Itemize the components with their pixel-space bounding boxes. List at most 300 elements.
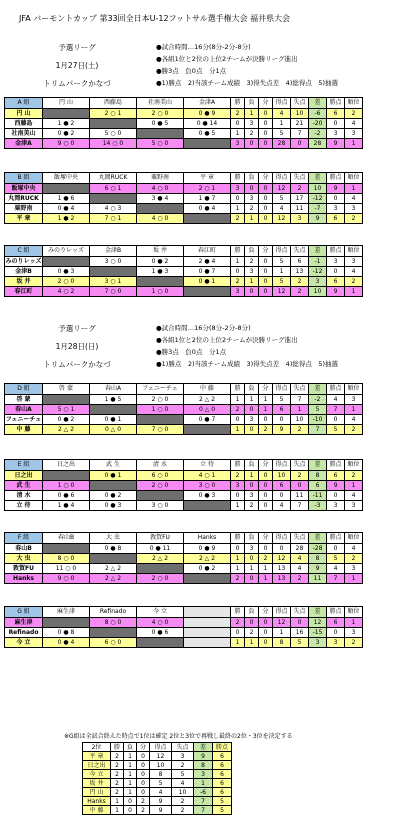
stat-lose: 0 — [245, 184, 259, 194]
stat-win: 0 — [231, 194, 245, 204]
team-name: 敦賀FU — [5, 564, 43, 574]
match-result: 0 ● 2 — [43, 129, 90, 139]
stat-rank: 4 — [345, 415, 363, 425]
stat-header-draw: 分 — [259, 384, 273, 395]
self-match-cell — [90, 405, 137, 415]
stat-header-draw: 分 — [259, 98, 273, 109]
summary-header: 2位 — [83, 743, 111, 752]
group-table-3 — [4, 245, 363, 297]
stat-pts: 0 — [327, 415, 345, 425]
stat-header-gf: 得点 — [273, 533, 291, 544]
stat-header-lose: 負 — [245, 98, 259, 109]
team-name: 西藤島 — [5, 119, 43, 129]
match-result: 2 ○ 1 — [184, 184, 231, 194]
summary-value: 4 — [150, 788, 172, 797]
stat-header-diff: 差 — [309, 384, 327, 395]
match-result: 4 ○ 0 — [137, 184, 184, 194]
match-result: 2 ○ 0 — [43, 277, 90, 287]
summary-team: 円 山 — [83, 788, 111, 797]
stat-diff: 10 — [309, 184, 327, 194]
stat-gf: 4 — [273, 501, 291, 511]
stat-lose: 0 — [245, 618, 259, 628]
stat-pts: 9 — [327, 139, 345, 149]
team-name: 平 章 — [5, 214, 43, 224]
match-result: 0 ● 9 — [184, 544, 231, 554]
self-match-cell — [43, 471, 90, 481]
stat-lose: 0 — [245, 139, 259, 149]
stat-header-diff: 差 — [309, 460, 327, 471]
stat-lose: 2 — [245, 129, 259, 139]
summary-value: 3 — [172, 752, 194, 761]
summary-value: 2 — [137, 806, 150, 815]
group-g-note: ※G組は全試合終えた時点で1位は確定 2位と3位で再戦し最終の2位・3位を決定する — [64, 733, 293, 740]
day1-venue: トリムパークかなづ — [43, 79, 111, 88]
stat-header-lose: 負 — [245, 607, 259, 618]
self-match-cell — [184, 214, 231, 224]
team-name: 金津B — [5, 267, 43, 277]
stat-pts: 6 — [327, 277, 345, 287]
stat-ga: 7 — [291, 395, 309, 405]
summary-value: 12 — [150, 752, 172, 761]
stat-lose: 3 — [245, 491, 259, 501]
stat-header-pts: 勝点 — [327, 607, 345, 618]
group-label: E 組 — [5, 460, 43, 471]
stat-win: 3 — [231, 139, 245, 149]
stat-lose: 0 — [245, 481, 259, 491]
stat-header-pts: 勝点 — [327, 384, 345, 395]
stat-pts: 0 — [327, 628, 345, 638]
stat-pts: 7 — [327, 405, 345, 415]
match-result: 4 ○ 3 — [90, 204, 137, 214]
team-row — [5, 554, 363, 564]
stat-header-lose: 負 — [245, 173, 259, 184]
summary-row — [83, 788, 232, 797]
day1-rule-1: ●試合時間…16分(8分-2分-8分) — [156, 43, 251, 51]
summary-team: 坂 井 — [83, 779, 111, 788]
stat-rank: 2 — [345, 277, 363, 287]
team-name: 日之出 — [5, 471, 43, 481]
match-result: 3 ○ 1 — [90, 277, 137, 287]
stat-header-pts: 勝点 — [327, 173, 345, 184]
summary-value: 9 — [150, 797, 172, 806]
stat-draw: 0 — [259, 119, 273, 129]
stat-ga: 4 — [291, 554, 309, 564]
match-result: 2 △ 2 — [43, 425, 90, 435]
summary-team: 今 立 — [83, 770, 111, 779]
match-result: 7 ○ 1 — [90, 214, 137, 224]
stat-gf: 10 — [273, 471, 291, 481]
summary-header: 失点 — [172, 743, 194, 752]
stat-pts: 6 — [327, 471, 345, 481]
day2-league: 予選リーグ — [58, 324, 96, 333]
self-match-cell — [43, 544, 90, 554]
match-result: 1 ○ 0 — [137, 405, 184, 415]
stat-diff: 11 — [309, 574, 327, 584]
summary-value: 0 — [137, 761, 150, 770]
stat-win: 0 — [231, 415, 245, 425]
stat-gf: 0 — [273, 415, 291, 425]
self-match-cell — [184, 501, 231, 511]
group-header-row — [5, 173, 363, 184]
summary-value: 4 — [172, 779, 194, 788]
day2-rule-3: ●勝3点 負0点 分1点 — [156, 348, 227, 356]
stat-win: 2 — [231, 214, 245, 224]
match-result: 6 ○ 0 — [137, 471, 184, 481]
summary-team: 中 藤 — [83, 806, 111, 815]
stat-gf: 13 — [273, 574, 291, 584]
stat-header-ga: 失点 — [291, 173, 309, 184]
stat-header-draw: 分 — [259, 173, 273, 184]
summary-value: 2 — [172, 806, 194, 815]
summary-value: 9 — [150, 806, 172, 815]
summary-value: 0 — [137, 788, 150, 797]
team-name: 円 山 — [5, 109, 43, 119]
group-table-2 — [4, 172, 363, 224]
self-match-cell — [43, 109, 90, 119]
self-match-cell — [43, 395, 90, 405]
stat-win: 2 — [231, 471, 245, 481]
day1-rule-2: ●各組1位と2位の上位2チームが決勝リーグ進出 — [156, 55, 298, 63]
team-row — [5, 415, 363, 425]
stat-header-rank: 順位 — [345, 384, 363, 395]
stat-ga: 0 — [291, 139, 309, 149]
stat-rank: 1 — [345, 287, 363, 297]
opponent-header: 武 生 — [90, 460, 137, 471]
summary-value: 1 — [124, 779, 137, 788]
match-result: 0 ● 2 — [137, 257, 184, 267]
stat-gf: 4 — [273, 109, 291, 119]
opponent-header: 丸岡RUCK — [90, 173, 137, 184]
summary-row — [83, 806, 232, 815]
stat-header-diff: 差 — [309, 607, 327, 618]
opponent-header: 大 虫 — [90, 533, 137, 544]
summary-value: 5 — [150, 779, 172, 788]
stat-lose: 1 — [245, 564, 259, 574]
stat-lose: 3 — [245, 415, 259, 425]
stat-diff: -6 — [309, 109, 327, 119]
summary-value: 2 — [111, 761, 124, 770]
stat-lose: 2 — [245, 257, 259, 267]
team-name: 粟野南 — [5, 204, 43, 214]
stat-pts: 3 — [327, 204, 345, 214]
team-name: 武 生 — [5, 481, 43, 491]
match-result: 4 ○ 0 — [137, 214, 184, 224]
match-result: 1 ○ 0 — [137, 287, 184, 297]
stat-lose: 3 — [245, 194, 259, 204]
stat-gf: 5 — [273, 277, 291, 287]
team-row — [5, 491, 363, 501]
self-match-cell — [137, 277, 184, 287]
stat-header-diff: 差 — [309, 533, 327, 544]
team-name: Refinado — [5, 628, 43, 638]
stat-diff: 12 — [309, 618, 327, 628]
team-row — [5, 638, 363, 648]
opponent-header: フェニーチェ — [137, 384, 184, 395]
team-row — [5, 564, 363, 574]
stat-diff: 28 — [309, 139, 327, 149]
stat-gf: 9 — [273, 425, 291, 435]
stat-gf: 5 — [273, 395, 291, 405]
opponent-header: 西藤島 — [90, 98, 137, 109]
summary-header: 勝点 — [213, 743, 232, 752]
team-name: 春山B — [5, 544, 43, 554]
match-result: 2 △ 2 — [90, 574, 137, 584]
self-match-cell — [137, 564, 184, 574]
stat-pts: 7 — [327, 574, 345, 584]
empty-cell — [184, 638, 231, 648]
group-table-4 — [4, 383, 363, 435]
team-name: 春江町 — [5, 287, 43, 297]
stat-win: 2 — [231, 618, 245, 628]
stat-header-lose: 負 — [245, 246, 259, 257]
stat-draw: 0 — [259, 501, 273, 511]
team-row — [5, 471, 363, 481]
stat-ga: 5 — [291, 638, 309, 648]
match-result: 2 △ 2 — [137, 554, 184, 564]
stat-draw: 2 — [259, 554, 273, 564]
stat-rank: 4 — [345, 267, 363, 277]
stat-header-draw: 分 — [259, 460, 273, 471]
stat-header-rank: 順位 — [345, 173, 363, 184]
stat-pts: 6 — [327, 214, 345, 224]
summary-value: 2 — [172, 797, 194, 806]
team-row — [5, 628, 363, 638]
stat-ga: 17 — [291, 194, 309, 204]
match-result: 0 ● 5 — [137, 119, 184, 129]
summary-value: 2 — [137, 797, 150, 806]
stat-ga: 1 — [291, 405, 309, 415]
stat-ga: 2 — [291, 287, 309, 297]
stat-win: 1 — [231, 257, 245, 267]
page-title: JFA バーモントカップ 第33回全日本U-12フットサル選手権大会 福井県大会 — [19, 14, 291, 23]
match-result: 1 ● 3 — [137, 267, 184, 277]
match-result: 3 ● 4 — [137, 194, 184, 204]
summary-row — [83, 797, 232, 806]
day1-rule-4: ●1)勝点 2)当該チーム成績 3)得失点差 4)総得点 5)抽選 — [156, 79, 339, 87]
self-match-cell — [137, 415, 184, 425]
stat-lose: 1 — [245, 214, 259, 224]
match-result: 2 ○ 1 — [90, 109, 137, 119]
summary-row — [83, 752, 232, 761]
match-result: 3 ○ 0 — [184, 481, 231, 491]
summary-value: 1 — [124, 752, 137, 761]
match-result: 0 ● 3 — [90, 501, 137, 511]
opponent-header: 円 山 — [43, 98, 90, 109]
match-result: 9 ○ 0 — [43, 574, 90, 584]
team-name: 飯塚中央 — [5, 184, 43, 194]
stat-header-win: 勝 — [231, 98, 245, 109]
match-result: 4 ○ 2 — [43, 287, 90, 297]
stat-pts: 5 — [327, 425, 345, 435]
team-row — [5, 184, 363, 194]
group-table-7 — [4, 606, 363, 648]
stat-win: 1 — [231, 129, 245, 139]
match-result: 7 ○ 0 — [90, 287, 137, 297]
team-name: 中 藤 — [5, 425, 43, 435]
match-result: 0 ● 2 — [184, 564, 231, 574]
stat-pts: 3 — [327, 257, 345, 267]
summary-value: 6 — [213, 779, 232, 788]
stat-rank: 2 — [345, 109, 363, 119]
stat-header-ga: 失点 — [291, 246, 309, 257]
stat-draw: 0 — [259, 139, 273, 149]
match-result: 2 ● 4 — [184, 257, 231, 267]
summary-header: 得点 — [150, 743, 172, 752]
opponent-header: 春山A — [90, 384, 137, 395]
stat-rank: 4 — [345, 194, 363, 204]
opponent-header: Hanks — [184, 533, 231, 544]
stat-rank: 1 — [345, 184, 363, 194]
stat-rank: 1 — [345, 574, 363, 584]
stat-diff: 9 — [309, 564, 327, 574]
stat-header-win: 勝 — [231, 173, 245, 184]
self-match-cell — [90, 554, 137, 564]
summary-team: 平 章 — [83, 752, 111, 761]
stat-diff: -20 — [309, 119, 327, 129]
self-match-cell — [137, 204, 184, 214]
self-match-cell — [90, 267, 137, 277]
stat-gf: 1 — [273, 119, 291, 129]
match-result: 1 ○ 0 — [43, 481, 90, 491]
group-header-row — [5, 98, 363, 109]
self-match-cell — [137, 129, 184, 139]
stat-rank: 1 — [345, 481, 363, 491]
team-name: 麻生津 — [5, 618, 43, 628]
stat-ga: 10 — [291, 109, 309, 119]
stat-rank: 4 — [345, 491, 363, 501]
stat-gf: 6 — [273, 405, 291, 415]
stat-rank: 3 — [345, 501, 363, 511]
summary-row — [83, 770, 232, 779]
stat-lose: 3 — [245, 267, 259, 277]
group-table-6 — [4, 532, 363, 584]
group-label: B 組 — [5, 173, 43, 184]
group-header-row — [5, 607, 363, 618]
stat-lose: 1 — [245, 109, 259, 119]
team-name: 清 水 — [5, 491, 43, 501]
match-result: 6 ○ 1 — [90, 184, 137, 194]
stat-ga: 3 — [291, 214, 309, 224]
stat-pts: 9 — [327, 287, 345, 297]
stat-diff: -28 — [309, 544, 327, 554]
match-result: 2 △ 2 — [90, 564, 137, 574]
stat-win: 0 — [231, 119, 245, 129]
stat-win: 0 — [231, 267, 245, 277]
stat-draw: 0 — [259, 267, 273, 277]
stat-pts: 4 — [327, 564, 345, 574]
stat-ga: 28 — [291, 544, 309, 554]
summary-team: 日之出 — [83, 761, 111, 770]
stat-draw: 0 — [259, 194, 273, 204]
stat-pts: 0 — [327, 544, 345, 554]
team-row — [5, 267, 363, 277]
match-result: 1 ● 7 — [184, 194, 231, 204]
stat-header-gf: 得点 — [273, 384, 291, 395]
opponent-header: 社南美山 — [137, 98, 184, 109]
match-result: 9 ○ 0 — [43, 139, 90, 149]
stat-pts: 3 — [327, 501, 345, 511]
match-result: 0 ● 1 — [90, 415, 137, 425]
match-result: 2 ○ 0 — [137, 109, 184, 119]
stat-header-diff: 差 — [309, 173, 327, 184]
stat-win: 1 — [231, 425, 245, 435]
match-result: 6 ○ 0 — [90, 638, 137, 648]
summary-value: 8 — [150, 770, 172, 779]
stat-lose: 0 — [245, 554, 259, 564]
summary-value: 8 — [194, 761, 213, 770]
opponent-header: 金津B — [90, 246, 137, 257]
stat-rank: 3 — [345, 129, 363, 139]
stat-header-draw: 分 — [259, 533, 273, 544]
match-result: 1 ● 5 — [90, 395, 137, 405]
stat-ga: 2 — [291, 277, 309, 287]
stat-diff: -3 — [309, 501, 327, 511]
team-row — [5, 501, 363, 511]
stat-pts: 5 — [327, 554, 345, 564]
stat-ga: 4 — [291, 564, 309, 574]
match-result: 0 ● 3 — [43, 267, 90, 277]
team-name: 春山A — [5, 405, 43, 415]
stat-header-win: 勝 — [231, 460, 245, 471]
stat-draw: 0 — [259, 544, 273, 554]
stat-rank: 4 — [345, 544, 363, 554]
opponent-header — [184, 607, 231, 618]
summary-value: 0 — [137, 770, 150, 779]
stat-draw: 0 — [259, 471, 273, 481]
stat-pts: 9 — [327, 184, 345, 194]
stat-gf: 1 — [273, 628, 291, 638]
second-place-table — [82, 742, 232, 815]
stat-gf: 8 — [273, 638, 291, 648]
stat-draw: 0 — [259, 109, 273, 119]
group-label: F 組 — [5, 533, 43, 544]
stat-header-gf: 得点 — [273, 98, 291, 109]
stat-diff: 6 — [309, 481, 327, 491]
stat-draw: 1 — [259, 574, 273, 584]
stat-rank: 3 — [345, 204, 363, 214]
stat-pts: 3 — [327, 638, 345, 648]
team-row — [5, 574, 363, 584]
opponent-header: 立 待 — [184, 460, 231, 471]
stat-gf: 0 — [273, 491, 291, 501]
stat-win: 0 — [231, 544, 245, 554]
stat-win: 2 — [231, 405, 245, 415]
stat-lose: 3 — [245, 544, 259, 554]
match-result: 0 ● 4 — [43, 638, 90, 648]
team-name: 坂 井 — [5, 277, 43, 287]
summary-value: 0 — [137, 779, 150, 788]
stat-draw: 2 — [259, 425, 273, 435]
match-result: 5 ○ 0 — [137, 139, 184, 149]
stat-header-rank: 順位 — [345, 533, 363, 544]
match-result: 0 ● 3 — [184, 491, 231, 501]
opponent-header: 粟野南 — [137, 173, 184, 184]
team-row — [5, 214, 363, 224]
stat-header-ga: 失点 — [291, 98, 309, 109]
match-result: 3 ○ 0 — [137, 501, 184, 511]
stat-header-rank: 順位 — [345, 98, 363, 109]
stat-win: 3 — [231, 287, 245, 297]
stat-draw: 0 — [259, 257, 273, 267]
opponent-header: 清 水 — [137, 460, 184, 471]
stat-gf: 13 — [273, 564, 291, 574]
match-result: 0 ● 1 — [184, 277, 231, 287]
summary-value: 9 — [194, 752, 213, 761]
summary-value: 5 — [172, 770, 194, 779]
stat-gf: 12 — [273, 554, 291, 564]
stat-lose: 0 — [245, 287, 259, 297]
group-label: C 組 — [5, 246, 43, 257]
